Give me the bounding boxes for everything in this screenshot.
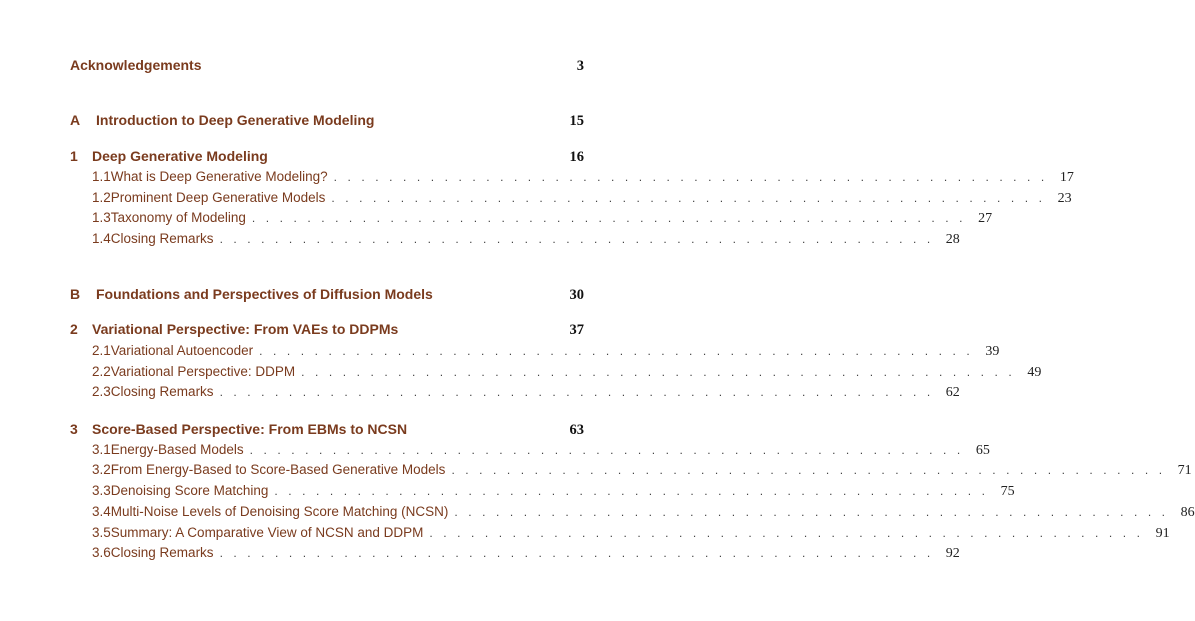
toc-page-number: 17 <box>1059 170 1074 185</box>
toc-section[interactable] <box>70 190 1072 207</box>
leader: . . . . . . . . . . . . . . . . . . . . . . . . . . . . . . . . . . . . . . . . . . . . . . . . . . . . <box>249 443 964 457</box>
toc-section[interactable] <box>70 364 1042 381</box>
toc-page-number: 63 <box>569 422 584 438</box>
leader: . . . . . . . . . . . . . . . . . . . . . . . . . . . . . . . . . . . . . . . . . . . . . . . . . . . . <box>251 211 967 225</box>
toc-section[interactable] <box>70 231 960 248</box>
toc-section[interactable] <box>70 442 990 459</box>
toc-title: Score-Based Perspective: From EBMs to NCSN <box>92 421 408 437</box>
leader: . . . . . . . . . . . . . . . . . . . . . . . . . . . . . . . . . . . . . . . . . . . . . . . . . . . . <box>454 505 1169 519</box>
section-number: 1.4 <box>92 231 111 246</box>
toc-title: Variational Autoencoder <box>110 343 254 358</box>
toc-page-number: 28 <box>945 232 960 247</box>
toc-title: Multi-Noise Levels of Denoising Score Matching (NCSN) <box>110 504 449 519</box>
leader: . . . . . . . . . . . . . . . . . . . . . . . . . . . . . . . . . . . . . . . . . . . . . . . . . . . . <box>301 365 1016 379</box>
toc-title: Energy-Based Models <box>110 442 244 457</box>
section-number: 3.2 <box>92 462 111 477</box>
chapter-number: 3 <box>70 421 78 437</box>
toc-page-number: 62 <box>945 385 960 400</box>
toc-title: Closing Remarks <box>110 384 214 399</box>
toc-section[interactable] <box>70 504 1195 521</box>
toc-page-number: 30 <box>569 287 584 303</box>
leader: . . . . . . . . . . . . . . . . . . . . . . . . . . . . . . . . . . . . . . . . . . . . . . . . . . . . <box>274 484 989 498</box>
leader: . . . . . . . . . . . . . . . . . . . . . . . . . . . . . . . . . . . . . . . . . . . . . . . . . . . . <box>429 526 1144 540</box>
toc-part-a[interactable] <box>70 112 584 130</box>
toc-chapter-1[interactable] <box>70 148 584 166</box>
toc-page-number: 39 <box>985 344 1000 359</box>
toc-title: Foundations and Perspectives of Diffusion Models <box>96 286 433 302</box>
toc-title: Prominent Deep Generative Models <box>110 190 326 205</box>
toc-title: Variational Perspective: DDPM <box>110 364 296 379</box>
toc-title: Denoising Score Matching <box>110 483 269 498</box>
section-number: 1.1 <box>92 169 111 184</box>
section-number: 2.3 <box>92 384 111 399</box>
section-number: 3.4 <box>92 504 111 519</box>
toc-page-number: 92 <box>945 546 960 561</box>
toc-page-number: 23 <box>1057 191 1072 206</box>
toc-title: Taxonomy of Modeling <box>110 210 246 225</box>
toc-page-number: 16 <box>569 149 584 165</box>
toc-title: Summary: A Comparative View of NCSN and DDPM <box>110 525 424 540</box>
toc-part-b[interactable] <box>70 286 584 304</box>
leader: . . . . . . . . . . . . . . . . . . . . . . . . . . . . . . . . . . . . . . . . . . . . . . . . . . . . <box>331 191 1046 205</box>
toc-page-number: 86 <box>1180 505 1195 520</box>
toc-section[interactable] <box>70 169 1074 186</box>
chapter-number: 1 <box>70 148 78 164</box>
toc-title: From Energy-Based to Score-Based Generative Models <box>110 462 446 477</box>
toc-page-number: 65 <box>975 443 990 458</box>
leader: . . . . . . . . . . . . . . . . . . . . . . . . . . . . . . . . . . . . . . . . . . . . . . . . . . . . <box>219 385 934 399</box>
part-letter: A <box>70 112 81 128</box>
toc-section[interactable] <box>70 462 1192 479</box>
toc-page-number: 49 <box>1027 365 1042 380</box>
toc-section[interactable] <box>70 525 1170 542</box>
toc-page-number: 71 <box>1177 463 1192 478</box>
part-letter: B <box>70 286 81 302</box>
leader: . . . . . . . . . . . . . . . . . . . . . . . . . . . . . . . . . . . . . . . . . . . . . . . . . . . . <box>451 463 1166 477</box>
toc-title: Closing Remarks <box>110 231 214 246</box>
toc-title: Introduction to Deep Generative Modeling <box>96 112 375 128</box>
leader: . . . . . . . . . . . . . . . . . . . . . . . . . . . . . . . . . . . . . . . . . . . . . . . . . . . . <box>259 344 974 358</box>
section-number: 2.1 <box>92 343 111 358</box>
toc-title: Variational Perspective: From VAEs to DDPMs <box>92 321 399 337</box>
toc-section[interactable] <box>70 210 993 227</box>
toc-chapter-2[interactable] <box>70 321 584 339</box>
toc-title: What is Deep Generative Modeling? <box>110 169 328 184</box>
section-number: 3.6 <box>92 545 111 560</box>
toc-section[interactable] <box>70 343 1000 360</box>
leader: . . . . . . . . . . . . . . . . . . . . . . . . . . . . . . . . . . . . . . . . . . . . . . . . . . . . <box>333 170 1048 184</box>
toc-section[interactable] <box>70 483 1015 500</box>
section-number: 1.3 <box>92 210 111 225</box>
section-number: 3.1 <box>92 442 111 457</box>
leader: . . . . . . . . . . . . . . . . . . . . . . . . . . . . . . . . . . . . . . . . . . . . . . . . . . . . <box>219 546 934 560</box>
chapter-number: 2 <box>70 321 78 337</box>
toc-page-number: 37 <box>569 322 584 338</box>
toc-page-number: 27 <box>978 211 993 226</box>
toc-title: Acknowledgements <box>70 57 202 73</box>
toc-page-number: 3 <box>576 58 584 74</box>
toc-page-number: 91 <box>1155 526 1170 541</box>
toc-page-number: 15 <box>569 113 584 129</box>
toc-section[interactable] <box>70 384 960 401</box>
toc-page-number: 75 <box>1000 484 1015 499</box>
section-number: 1.2 <box>92 190 111 205</box>
section-number: 3.5 <box>92 525 111 540</box>
toc-entry-acknowledgements[interactable] <box>70 57 584 75</box>
toc-chapter-3[interactable] <box>70 421 584 439</box>
toc-title: Closing Remarks <box>110 545 214 560</box>
leader: . . . . . . . . . . . . . . . . . . . . . . . . . . . . . . . . . . . . . . . . . . . . . . . . . . . . <box>219 232 934 246</box>
section-number: 3.3 <box>92 483 111 498</box>
toc-section[interactable] <box>70 545 960 562</box>
section-number: 2.2 <box>92 364 111 379</box>
toc-title: Deep Generative Modeling <box>92 148 268 164</box>
